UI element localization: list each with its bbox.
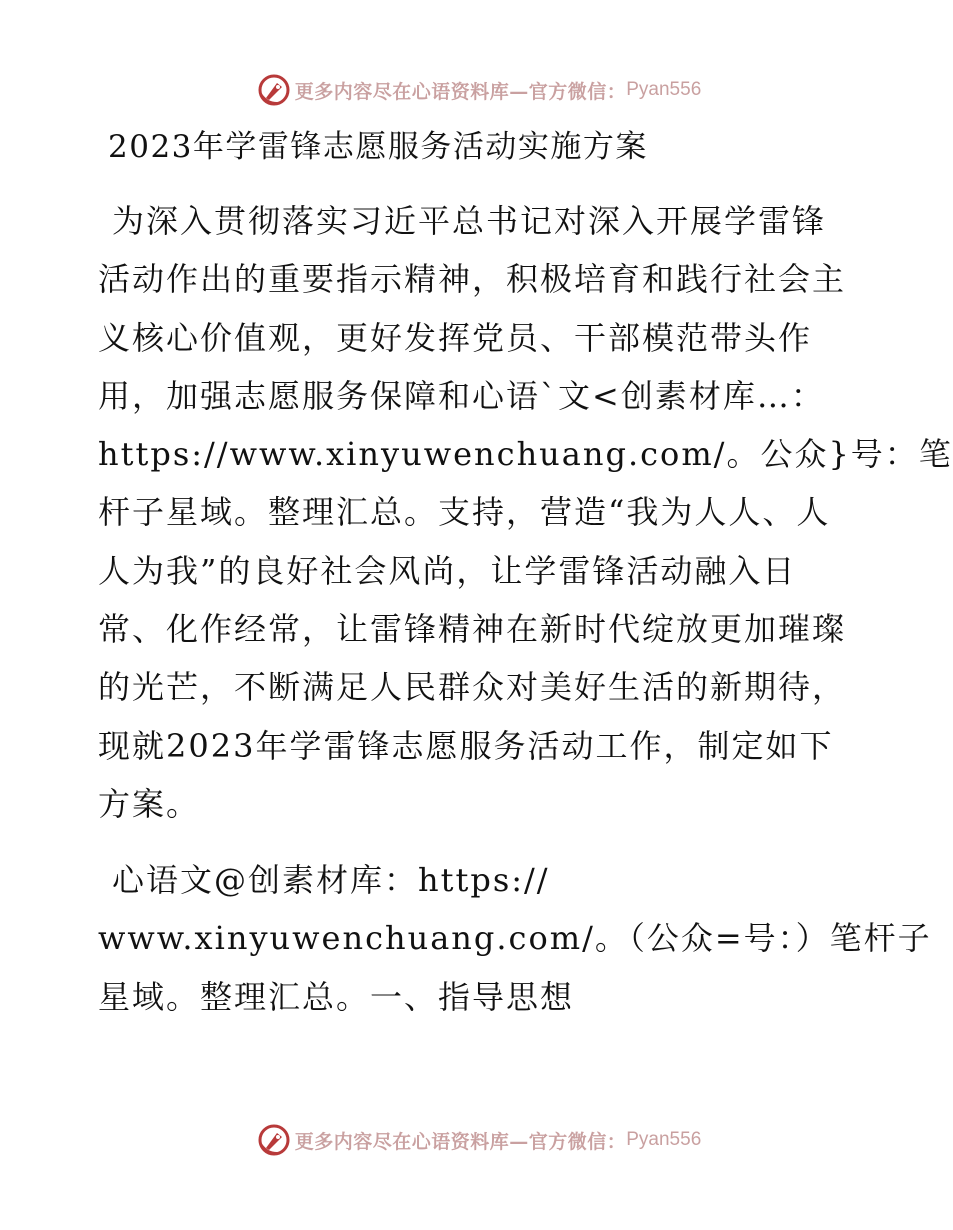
paragraph-line: 用，加强志愿服务保障和心语`文<创素材库…： xyxy=(98,376,825,415)
paragraph-line: 为深入贯彻落实习近平总书记对深入开展学雷锋 xyxy=(112,202,827,240)
paragraph-line: 义核心价值观，更好发挥党员、干部模范带头作 xyxy=(98,318,813,357)
footer-watermark-banner xyxy=(0,1120,950,1160)
paragraph-line: 心语文@创素材库：https:// xyxy=(112,861,550,899)
banner-inner xyxy=(257,73,702,107)
paragraph-line: 常、化作经常，让雷锋精神在新时代绽放更加璀璨 xyxy=(98,610,847,649)
pen-nib-circle-icon xyxy=(257,73,291,107)
document-title: 2023年学雷锋志愿服务活动实施方案 xyxy=(108,129,648,165)
paragraph-line: 杆子星域。整理汇总。支持，营造“我为人人、人 xyxy=(98,493,831,532)
paragraph-line: 人为我”的良好社会风尚，让学雷锋活动融入日 xyxy=(98,551,797,590)
paragraph-source xyxy=(98,851,932,1026)
paragraph-intro xyxy=(98,192,953,833)
pen-nib-circle-icon xyxy=(257,1123,291,1157)
banner-inner xyxy=(257,1123,702,1157)
paragraph-line: 活动作出的重要指示精神，积极培育和践行社会主 xyxy=(98,260,847,299)
paragraph-line: 方案。 xyxy=(98,784,201,823)
banner-text: 更多内容尽在心语资料库—官方微信： xyxy=(294,1130,627,1153)
banner-text: 更多内容尽在心语资料库—官方微信： xyxy=(294,80,627,103)
paragraph-line: www.xinyuwenchuang.com/。（公众=号：）笔杆子 xyxy=(98,919,932,958)
paragraph-line: 现就2023年学雷锋志愿服务活动工作，制定如下 xyxy=(98,726,834,765)
banner-wechat-id: Pyan556 xyxy=(626,1129,702,1150)
paragraph-line: 的光芒，不断满足人民群众对美好生活的新期待， xyxy=(98,668,847,707)
paragraph-line: https://www.xinyuwenchuang.com/。公众}号：笔 xyxy=(98,435,953,474)
header-watermark-banner xyxy=(0,70,950,110)
banner-wechat-id: Pyan556 xyxy=(626,79,702,100)
paragraph-line: 星域。整理汇总。一、指导思想 xyxy=(98,977,575,1016)
